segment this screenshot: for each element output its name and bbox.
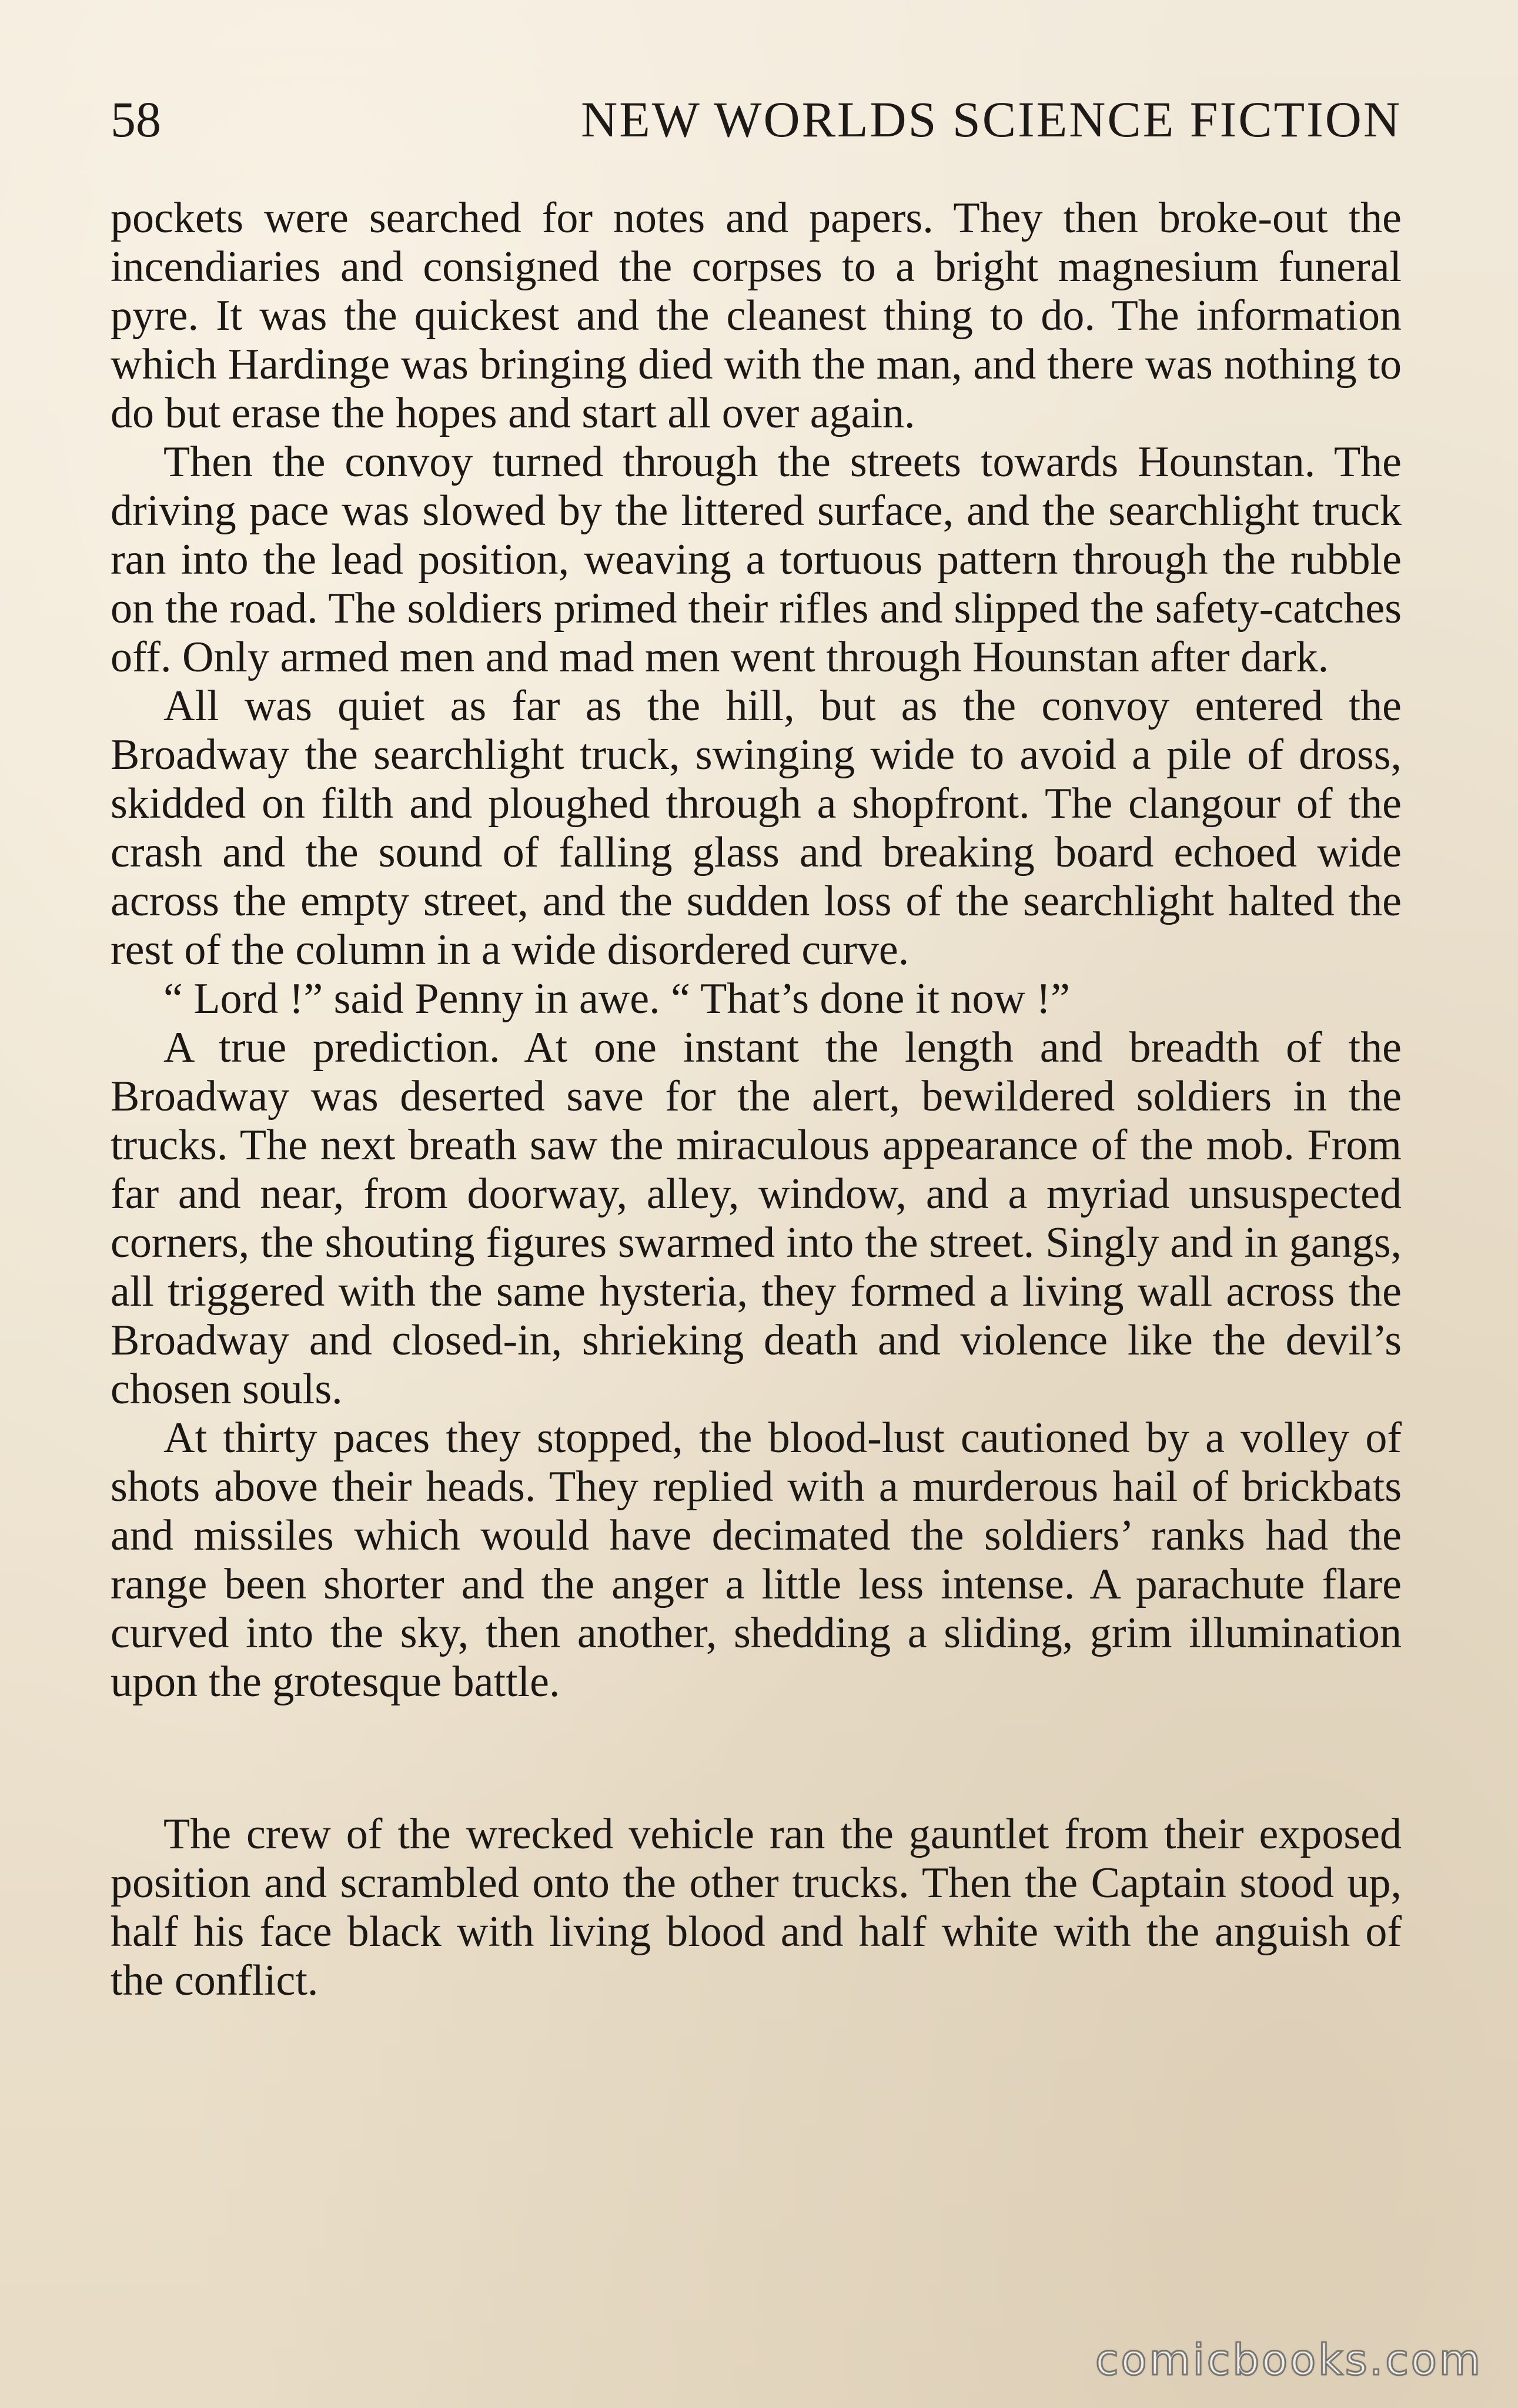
page-header: [111, 87, 1402, 152]
section-break: [111, 1707, 1402, 1810]
watermark: comicbooks.com: [1095, 2335, 1483, 2384]
paragraph: “ Lord !” said Penny in awe. “ That’s done it now !”: [163, 975, 1070, 1023]
paragraph: Then the convoy turned through the streets towards Hounstan. The driving pace was slowed by the littered surface, and the searchlight truck ran into the lead position, weaving a tortuous pattern through the rubble on the road. The soldiers primed their rifles and slipped the safety-catches off. Only armed men and mad men went through Hounstan after dark.: [111, 438, 1402, 681]
paragraph: At thirty paces they stopped, the blood-lust cautioned by a volley of shots above their heads. They replied with a murderous hail of brickbats and missiles which would have decimated the soldiers’ ranks had the range been shorter and the anger a little less intense. A parachute flare curved into the sky, then another, shedding a sliding, grim illumination upon the grotesque battle.: [111, 1414, 1402, 1706]
body-text: [111, 194, 1402, 2005]
paragraph: pockets were searched for notes and papers. They then broke-out the incendiaries and consigned the corpses to a bright magnesium funeral pyre. It was the quickest and the cleanest thing to do. The information which Hardinge was bringing died with the man, and there was nothing to do but erase the hopes and start all over again.: [111, 194, 1402, 437]
paragraph: All was quiet as far as the hill, but as the convoy entered the Broadway the searchlight truck, swinging wide to avoid a pile of dross, skidded on filth and ploughed through a shopfront. The clangour of the crash and the sound of falling glass and breaking board echoed wide across the empty street, and the sudden loss of the searchlight halted the rest of the column in a wide disordered curve.: [111, 682, 1402, 974]
paragraph: A true prediction. At one instant the length and breadth of the Broadway was deserted save for the alert, bewildered soldiers in the trucks. The next breath saw the miraculous appearance of the mob. From far and near, from doorway, alley, window, and a myriad unsuspected corners, the shouting figures swarmed into the street. Singly and in gangs, all triggered with the same hysteria, they formed a living wall across the Broadway and closed-in, shrieking death and violence like the devil’s chosen souls.: [111, 1024, 1402, 1413]
page-number: 58: [111, 91, 161, 148]
running-title: NEW WORLDS SCIENCE FICTION: [581, 91, 1402, 148]
paragraph: The crew of the wrecked vehicle ran the gauntlet from their exposed position and scrambled onto the other trucks. Then the Captain stood up, half his face black with living blood and half white with the anguish of the conflict.: [111, 1810, 1402, 2005]
